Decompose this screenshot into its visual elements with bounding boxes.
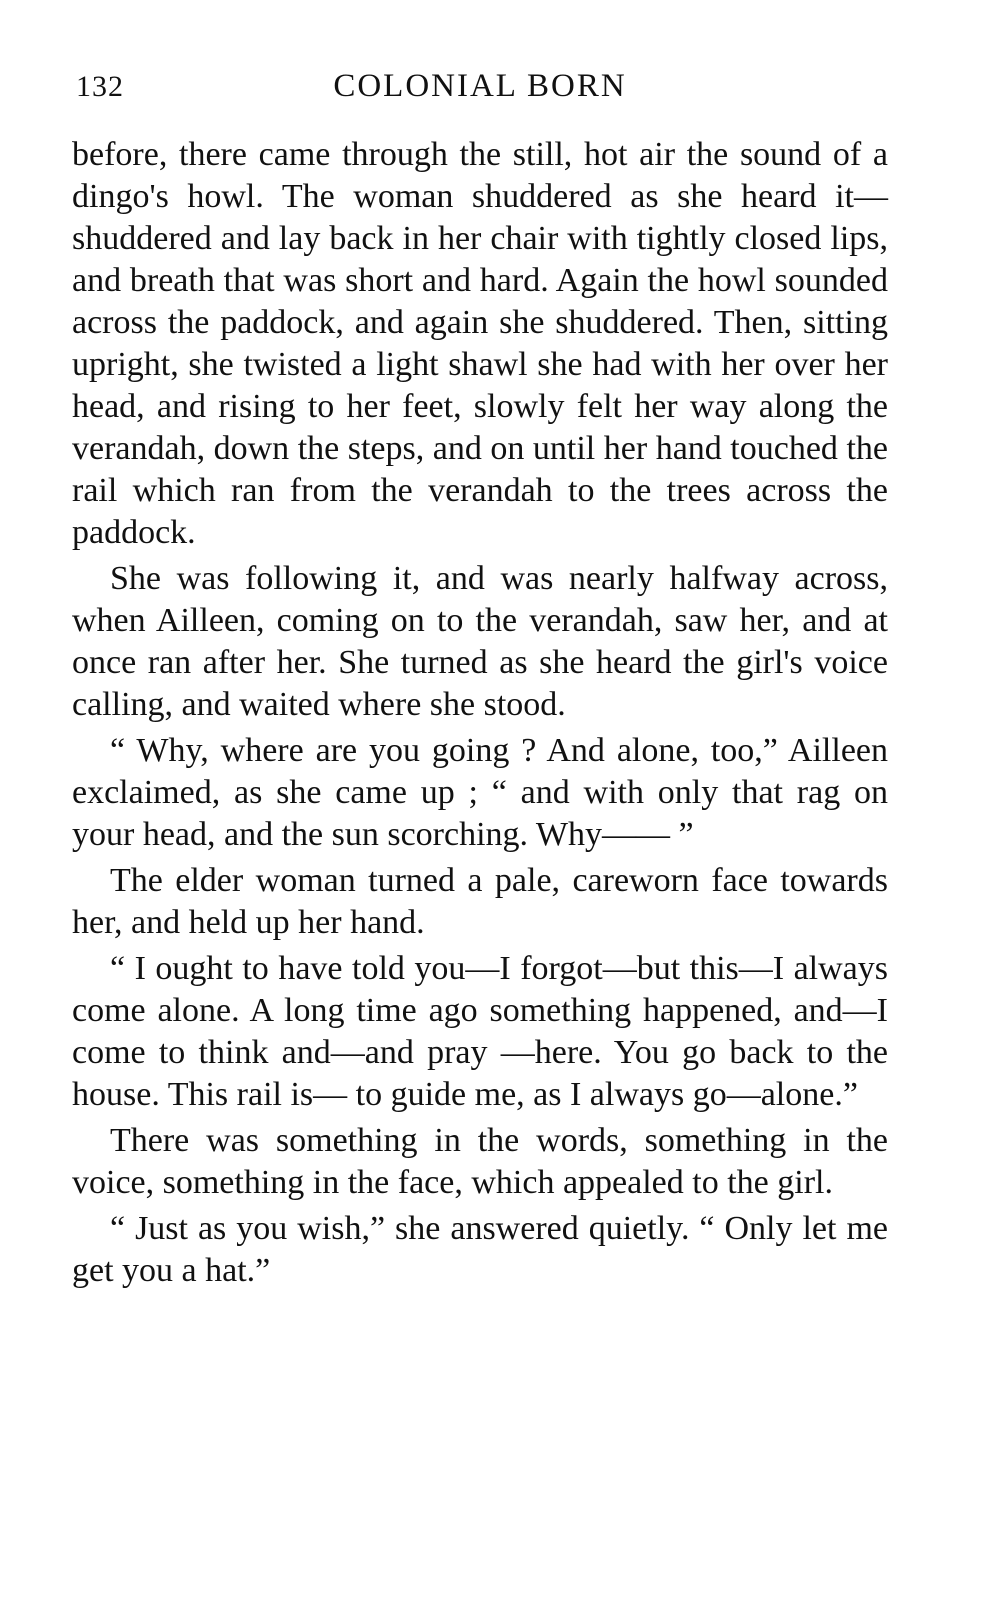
paragraph: “ Why, where are you going ? And alone, too,” Ailleen exclaimed, as she came up ; “ and with only that rag on your head, and the sun scorching. Why—— ” [72, 732, 888, 853]
paragraph: She was following it, and was nearly halfway across, when Ailleen, coming on to the verandah, saw her, and at once ran after her. She turned as she heard the girl's voice calling, and waited where she stood. [72, 560, 888, 723]
body-text [72, 134, 888, 1292]
page-number: 132 [76, 70, 124, 103]
paragraph: The elder woman turned a pale, careworn face towards her, and held up her hand. [72, 862, 888, 941]
paragraph: “ Just as you wish,” she answered quietly. “ Only let me get you a hat.” [72, 1210, 888, 1289]
paragraph: There was something in the words, something in the voice, something in the face, which appealed to the girl. [72, 1122, 888, 1201]
paragraph: “ I ought to have told you—I forgot—but this—I always come alone. A long time ago something happened, and—I come to think and—and pray —here. You go back to the house. This rail is— to guide me, as I always go—alone.” [72, 950, 888, 1113]
book-page [72, 62, 888, 1296]
page-header [72, 62, 888, 112]
running-title: COLONIAL BORN [333, 68, 627, 104]
paragraph-continued: before, there came through the still, hot air the sound of a dingo's howl. The woman shuddered as she heard it—shuddered and lay back in her chair with tightly closed lips, and breath that was short and hard. Again the howl sounded across the paddock, and again she shuddered. Then, sitting upright, she twisted a light shawl she had with her over her head, and rising to her feet, slowly felt her way along the verandah, down the steps, and on until her hand touched the rail which ran from the verandah to the trees across the paddock. [72, 136, 888, 551]
